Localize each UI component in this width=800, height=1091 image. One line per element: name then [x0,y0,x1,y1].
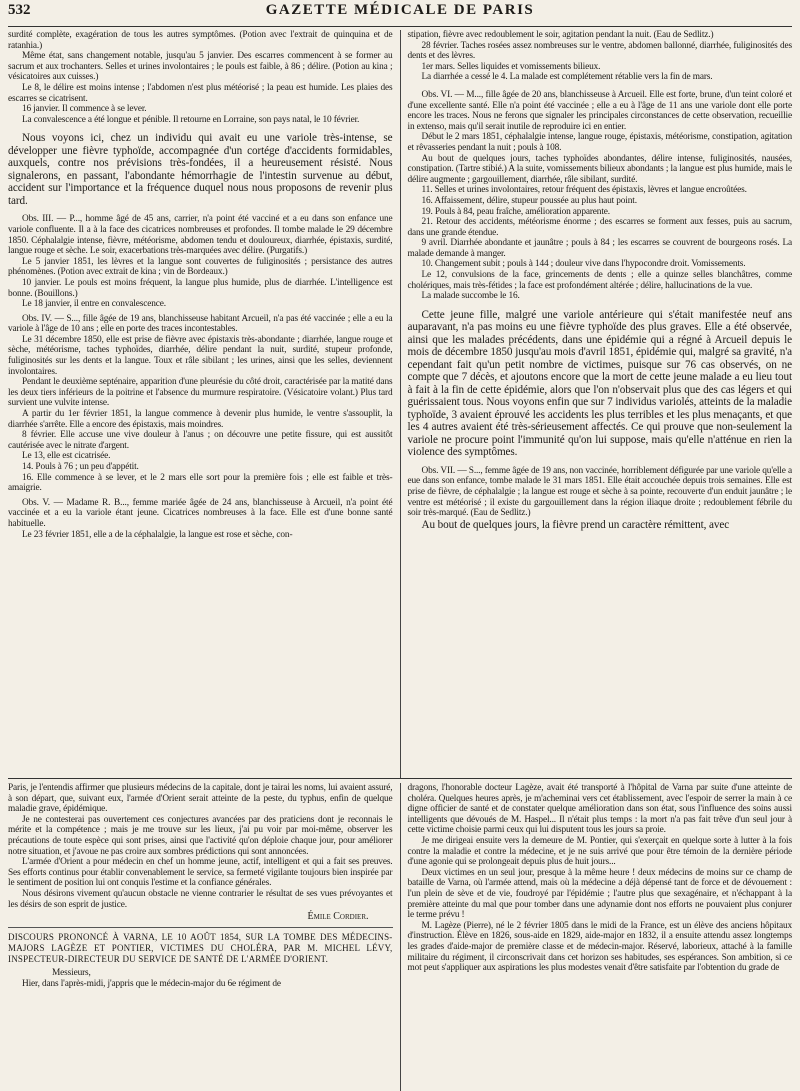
paragraph: Le 12, convulsions de la face, grincements de dents ; elle a quinze selles blanchâtres, comme cholériques, mais très-fétides ; la face est profondément altérée ; délire, hallucinations de la vue. [407,270,792,291]
paragraph: Début le 2 mars 1851, céphalalgie intense, langue rouge, épistaxis, météorisme, constipation, agitation et rêvasseries pendant la nuit ; pouls à 108. [407,132,792,153]
paragraph: Même état, sans changement notable, jusqu'au 5 janvier. Des escarres commencent à se former au sacrum et aux trochanters. Selles et urines involontaires ; le pouls est faible, à 86 ; délire. (Potion au kina ; vésicatoires aux cuisses.) [8,51,393,83]
bottom-left-column [8,783,400,1091]
paragraph: 16. Elle commence à se lever, et le 2 mars elle sort pour la première fois ; elle est faible et très-amaigrie. [8,472,393,494]
paragraph: 14. Pouls à 76 ; un peu d'appétit. [22,462,139,472]
paragraph: Hier, dans l'après-midi, j'appris que le médecin-major du 6e régiment de [22,978,281,989]
paragraph: Nous désirons vivement qu'aucun obstacle ne vienne contrarier le résultat de ses vues prévoyantes et les désirs de son esprit de justice. [8,888,393,910]
paragraph: Le 18 janvier, il entre en convalescence. [22,299,166,310]
paragraph: Je ne contesterai pas ouvertement ces conjectures avancées par des praticiens dont je reconnais le mérite et la compétence ; mais je me trouve sur les lieux, j'ai pu voir par moi-même, observer les précautions de toute espèce qui sont prises, ainsi que l'activité qu'on déploie chaque jour, pour améliorer notre situation, et j'avoue ne pas croire aux sombres prédictions qui sont annoncées. [8,814,393,857]
author-signature: Émile Cordier. [307,911,369,923]
paragraph: L'armée d'Orient a pour médecin en chef un homme jeune, actif, intelligent et qui a fait ses preuves. Ses efforts continus pour établir convenablement le service, sa fermeté vigilante toujours bien inspirée par le sentiment de position lui ont conquis l'estime et la confiance générales. [8,857,393,889]
observation-heading-paragraph: Obs. V. — Madame R. B..., femme mariée âgée de 24 ans, blanchisseuse à Arcueil, n'a point été vaccinée et a eu la variole étant jeune. Cicatrices nombreuses à la face. Elle est d'une bonne santé habituelle. [8,497,393,529]
paragraph: Deux victimes en un seul jour, presque à la même heure ! deux médecins de moins sur ce champ de bataille de Varna, où l'armée attend, mais où la médecine a déjà dépensé tant de force et de dévouement : l'un plein de sève et de vie, foudroyé par l'épidémie ; l'autre plus que sexagénaire, et n'échappant à la première atteinte du mal que pour tomber dans une adynamie dont nos efforts ne pouvaient plus conjurer le terme prévu ! [407,867,792,921]
paragraph: 19. Pouls à 84, peau fraîche, amélioration apparente. [421,206,610,217]
paragraph: M. Lagèze (Pierre), né le 2 février 1805 dans le midi de la France, est un élève des anciens hôpitaux d'instruction. Élève en 1826, sous-aide en 1829, aide-major en 1832, il a ensuite attendu assez longtemps les grades d'aide-major de première classe et de médecin-major. Réservé, laborieux, attaché à la famille militaire du régiment, il circonscrivait dans cet horizon ses habitudes, ses espérances. Son ambition, si ce mot peut s'appliquer aux aspirations les plus modestes venait d'être satisfaite par l'obtention du grade de [407,920,792,974]
paragraph: 16. Affaissement, délire, stupeur poussée au plus haut point. [421,195,637,206]
bottom-right-column [400,783,793,1091]
observation-heading-paragraph: Obs. VI. — M..., fille âgée de 20 ans, blanchisseuse à Arcueil. Elle est forte, brune, d'un teint coloré et d'une excellente santé. Elle n'a point été vaccinée ; elle a eu à l'âge de 11 ans une variole dont elle porte encore les traces. Nous ne ferons que signaler les principales circonstances de cette observation, recueillie in extenso, mais qu'il serait inutile de reproduire ici en entier. [407,89,792,132]
commentary-paragraph: Nous voyons ici, chez un individu qui avait eu une variole très-intense, se développer une fièvre typhoïde, accompagnée d'un cortége d'accidents formidables, auxquels, contre nos prévisions très-fondées, il a heureusement résisté. Nous signalerons, en passant, l'abondante hémorrhagie de l'intestin survenue au début, accident sur l'importance et la fréquence duquel nous nous proposons de revenir plus tard. [8,132,393,207]
paragraph: 10. Changement subit ; pouls à 144 ; douleur vive dans l'hypocondre droit. Vomissements. [421,259,746,270]
paragraph: La malade succombe le 16. [421,291,520,302]
paragraph: 1er mars. Selles liquides et vomissements bilieux. [421,61,601,72]
top-left-column [8,30,400,778]
paragraph: 9 avril. Diarrhée abondante et jaunâtre ; pouls à 84 ; les escarres se couvrent de bourgeons rosés. La malade demande à manger. [407,238,792,259]
clinical-observations-section [8,30,792,779]
top-right-column [400,30,793,778]
paragraph: stipation, fièvre avec redoublement le soir, agitation pendant la nuit. (Eau de Sedlitz.) [407,30,714,40]
paragraph: Pendant le deuxième septénaire, apparition d'une pleurésie du côté droit, caractérisée par la matité dans les deux tiers inférieurs de la poitrine et l'absence du murmure respiratoire. (Vésicatoire volant.) Plus tard survient une vulvite intense. [8,377,393,409]
salutation: Messieurs, [52,968,91,979]
paragraph: A partir du 1er février 1851, la langue commence à devenir plus humide, le ventre s'assouplit, la diarrhée s'arrête. Elle a encore des épistaxis, mais moindres. [8,409,393,430]
paragraph: 21. Retour des accidents, météorisme énorme ; des escarres se forment aux fesses, puis au sacrum, dans une grande étendue. [407,217,792,238]
observation-heading-paragraph: Obs. III. — P..., homme âgé de 45 ans, carrier, n'a point été vacciné et a eu dans son enfance une variole confluente. Il a à la face des cicatrices nombreuses et profondes. Il tombe malade le 29 décembre 1850. Céphalalgie intense, fièvre, météorisme, abdomen tendu et douloureux, diarrhée, épistaxis, surdité, langue rouge et sèche. Le soir, exacerbations très-marquées avec délire. (Purgatifs.) [8,214,393,257]
paragraph: surdité complète, exagération de tous les autres symptômes. (Potion avec l'extrait de quinquina et de ratanhia.) [8,30,393,51]
paragraph: Le 8, le délire est moins intense ; l'abdomen n'est plus météorisé ; la peau est humide. Les plaies des escarres se cicatrisent. [8,82,393,104]
paragraph: La convalescence a été longue et pénible. Il retourne en Lorraine, son pays natal, le 10 février. [22,114,360,125]
feuilleton-section [8,783,792,1091]
page-header [8,2,792,27]
discourse-heading: DISCOURS PRONONCÉ À VARNA, LE 10 AOÛT 1854, SUR LA TOMBE DES MÉDECINS-MAJORS LAGÈZE ET PONTIER, VICTIMES DU CHOLÉRA, PAR M. MICHEL LÉVY, INSPECTEUR-DIRECTEUR DU SERVICE DE SANTÉ DE L'ARMÉE D'ORIENT. [8,927,393,965]
paragraph: Le 23 février 1851, elle a de la céphalalgie, la langue est rose et sèche, con- [22,529,293,540]
paragraph: 11. Selles et urines involontaires, retour fréquent des épistaxis, lèvres et langue encroûtées. [421,185,747,196]
paragraph: Paris, je l'entendis affirmer que plusieurs médecins de la capitale, dont je tairai les noms, lui avaient assuré, à son départ, que, suivant eux, l'armée d'Orient serait atteinte de la peste, du typhus, enfin de quelque maladie grave, épidémique. [8,783,393,815]
paragraph: Le 31 décembre 1850, elle est prise de fièvre avec épistaxis très-abondante ; diarrhée, langue rouge et sèche, météorisme, taches typhoïdes, diarrhée, délire pendant la nuit, surdité, stupeur profonde, fuliginosités sur les dents et la langue. Toux et râle sibilant ; les urines, ainsi que les selles, deviennent involontaires. [8,334,393,377]
journal-title: GAZETTE MÉDICALE DE PARIS [265,2,535,18]
paragraph: La diarrhée a cessé le 4. La malade est complétement rétablie vers la fin de mars. [421,72,713,83]
page-number: 532 [8,2,31,18]
paragraph: 8 février. Elle accuse une vive douleur à l'anus ; on découvre une petite fissure, qui est aussitôt cautérisée avec le nitrate d'argent. [8,430,393,451]
observation-heading-paragraph: Obs. VII. — S..., femme âgée de 19 ans, non vaccinée, horriblement défigurée par une variole qu'elle a eue dans son enfance, tombe malade le 31 mars 1851. Elle était accouchée depuis trois semaines. Elle est prise de fièvre, de céphalalgie ; la langue est rouge et sèche à sa pointe, recouverte d'un enduit jaunâtre ; le ventre est météorisé ; il existe du gargouillement dans la région iliaque droite ; redoublement fébrile du soir très-marqué. (Eau de Sedlitz.) [407,465,792,519]
paragraph: Je me dirigeai ensuite vers la demeure de M. Pontier, qui s'exerçait en quelque sorte à lutter à la fois contre la maladie et contre la médecine, et je ne suis arrivé que pour être témoin de la dernière période d'une agonie qui se prolongeait depuis plus de huit jours... [407,835,792,868]
paragraph: Le 13, elle est cicatrisée. [22,451,111,462]
paragraph: 16 janvier. Il commence à se lever. [22,104,147,115]
paragraph: 10 janvier. Le pouls est moins fréquent, la langue plus humide, plus de diarrhée. L'intelligence est bonne. (Bouillons.) [8,277,393,299]
paragraph: 28 février. Taches rosées assez nombreuses sur le ventre, abdomen ballonné, diarrhée, fuliginosités des dents et des lèvres. [407,40,792,62]
commentary-paragraph: Cette jeune fille, malgré une variole antérieure qui s'était manifestée neuf ans auparavant, n'a pas moins eu une fièvre typhoïde des plus graves. Elle a été observée, ainsi que les malades précédents, dans une épidémie qui a régné à Arcueil depuis le mois de décembre 1850 jusqu'au mois d'avril 1851, épidémie qui, malgré sa gravité, n'a cependant fait qu'un petit nombre de victimes, puisque sur 76 cas observés, on ne compte que 7 décès, et ajoutons encore que la mort de cette jeune malade a eu lieu tout à fait à la fin de cette épidémie, alors que l'on n'observait plus que des cas légers et qui guérissaient tous. Nous voyons enfin que sur 7 individus variolés, atteints de la maladie typhoïde, 3 avaient éprouvé les accidents les plus terribles et les plus menaçants, et que les 4 autres avaient été très-sérieusement affectés. Ce qui prouve que non-seulement la variole ne procure point l'immunité qu'on lui suppose, mais qu'elle n'atténue en rien la violence des symptômes. [407,308,792,459]
paragraph: dragons, l'honorable docteur Lagèze, avait été transporté à l'hôpital de Varna par suite d'une atteinte de choléra. Quelques heures après, je m'acheminai vers cet établissement, avec l'espoir de serrer la main à ce digne officier de santé et de constater quelque amélioration dans son état, sous l'influence des soins aussi intelligents que dévoués de M. Haspel... Il n'était plus temps : la mort n'a pas fait trêve d'un seul jour à cette victime choisie parmi ceux qui lui disputent tous les jours sa proie. [407,783,792,836]
paragraph: Au bout de quelques jours, taches typhoïdes abondantes, délire intense, fuliginosités, nausées, constipation. (Tartre stibié.) A la suite, vomissements bilieux abondants ; la langue est plus humide, mais le délire augmente ; gargouillement, diarrhée, râle sibilant, surdité. [407,153,792,185]
paragraph: Au bout de quelques jours, la fièvre prend un caractère rémittent, avec [421,518,730,531]
paragraph: Le 5 janvier 1851, les lèvres et la langue sont couvertes de fuliginosités ; persistance des autres phénomènes. (Potion avec extrait de kina ; vin de Bordeaux.) [8,256,393,278]
observation-heading-paragraph: Obs. IV. — S..., fille âgée de 19 ans, blanchisseuse habitant Arcueil, n'a pas été vaccinée ; elle a eu la variole à l'âge de 10 ans ; elle en porte des traces incontestables. [8,313,393,335]
